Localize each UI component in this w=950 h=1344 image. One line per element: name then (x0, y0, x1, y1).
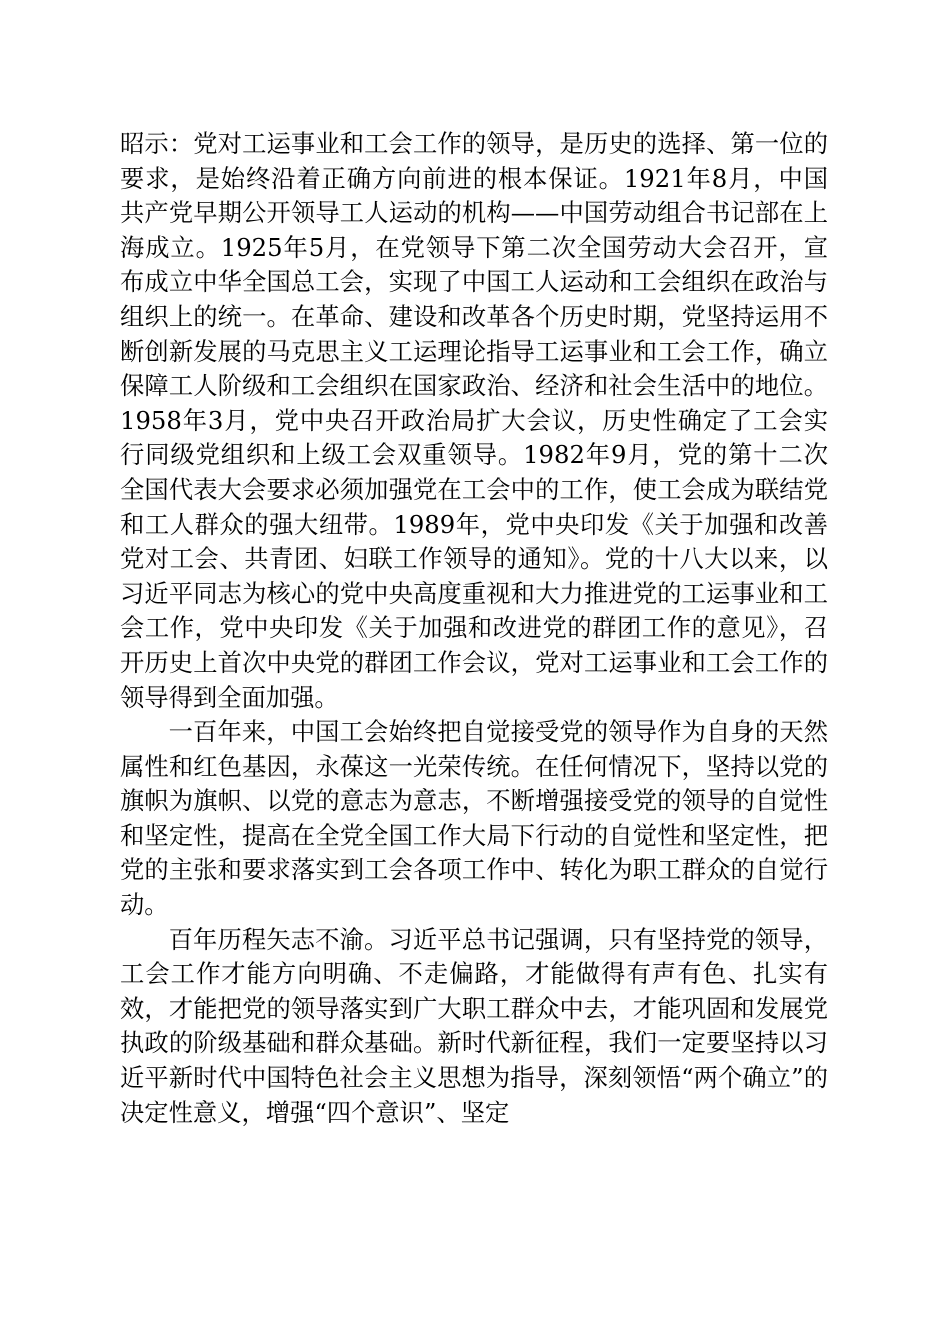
paragraph-party-leadership-history: 昭示：党对工运事业和工会工作的领导，是历史的选择、第一位的要求，是始终沿着正确方向前进的根本保证。1921年8月，中国共产党早期公开领导工人运动的机构——中国劳动组合书记部在上海成立。1925年5月，在党领导下第二次全国劳动大会召开，宣布成立中华全国总工会，实现了中国工人运动和工会组织在政治与组织上的统一。在革命、建设和改革各个历史时期，党坚持运用不断创新发展的马克思主义工运理论指导工运事业和工会工作，确立保障工人阶级和工会组织在国家政治、经济和社会生活中的地位。1958年3月，党中央召开政治局扩大会议，历史性确定了工会实行同级党组织和上级工会双重领导。1982年9月，党的第十二次全国代表大会要求必须加强党在工会中的工作，使工会成为联结党和工人群众的强大纽带。1989年，党中央印发《关于加强和改善党对工会、共青团、妇联工作领导的通知》。党的十八大以来，以习近平同志为核心的党中央高度重视和大力推进党的工运事业和工会工作，党中央印发《关于加强和改进党的群团工作的意见》，召开历史上首次中央党的群团工作会议，党对工运事业和工会工作的领导得到全面加强。 (120, 129, 828, 712)
paragraph-century-course: 百年历程矢志不渝。习近平总书记强调，只有坚持党的领导，工会工作才能方向明确、不走偏路，才能做得有声有色、扎实有效，才能把党的领导落实到广大职工群众中去，才能巩固和发展党执政的阶级基础和群众基础。新时代新征程，我们一定要坚持以习近平新时代中国特色社会主义思想为指导，深刻领悟“两个确立”的决定性意义，增强“四个意识”、坚定 (120, 924, 828, 1127)
document-body (120, 127, 828, 1130)
paragraph-union-tradition: 一百年来，中国工会始终把自觉接受党的领导作为自身的天然属性和红色基因，永葆这一光荣传统。在任何情况下，坚持以党的旗帜为旗帜、以党的意志为意志，不断增强接受党的领导的自觉性和坚定性，提高在全党全国工作大局下行动的自觉性和坚定性，把党的主张和要求落实到工会各项工作中、转化为职工群众的自觉行动。 (120, 717, 828, 920)
